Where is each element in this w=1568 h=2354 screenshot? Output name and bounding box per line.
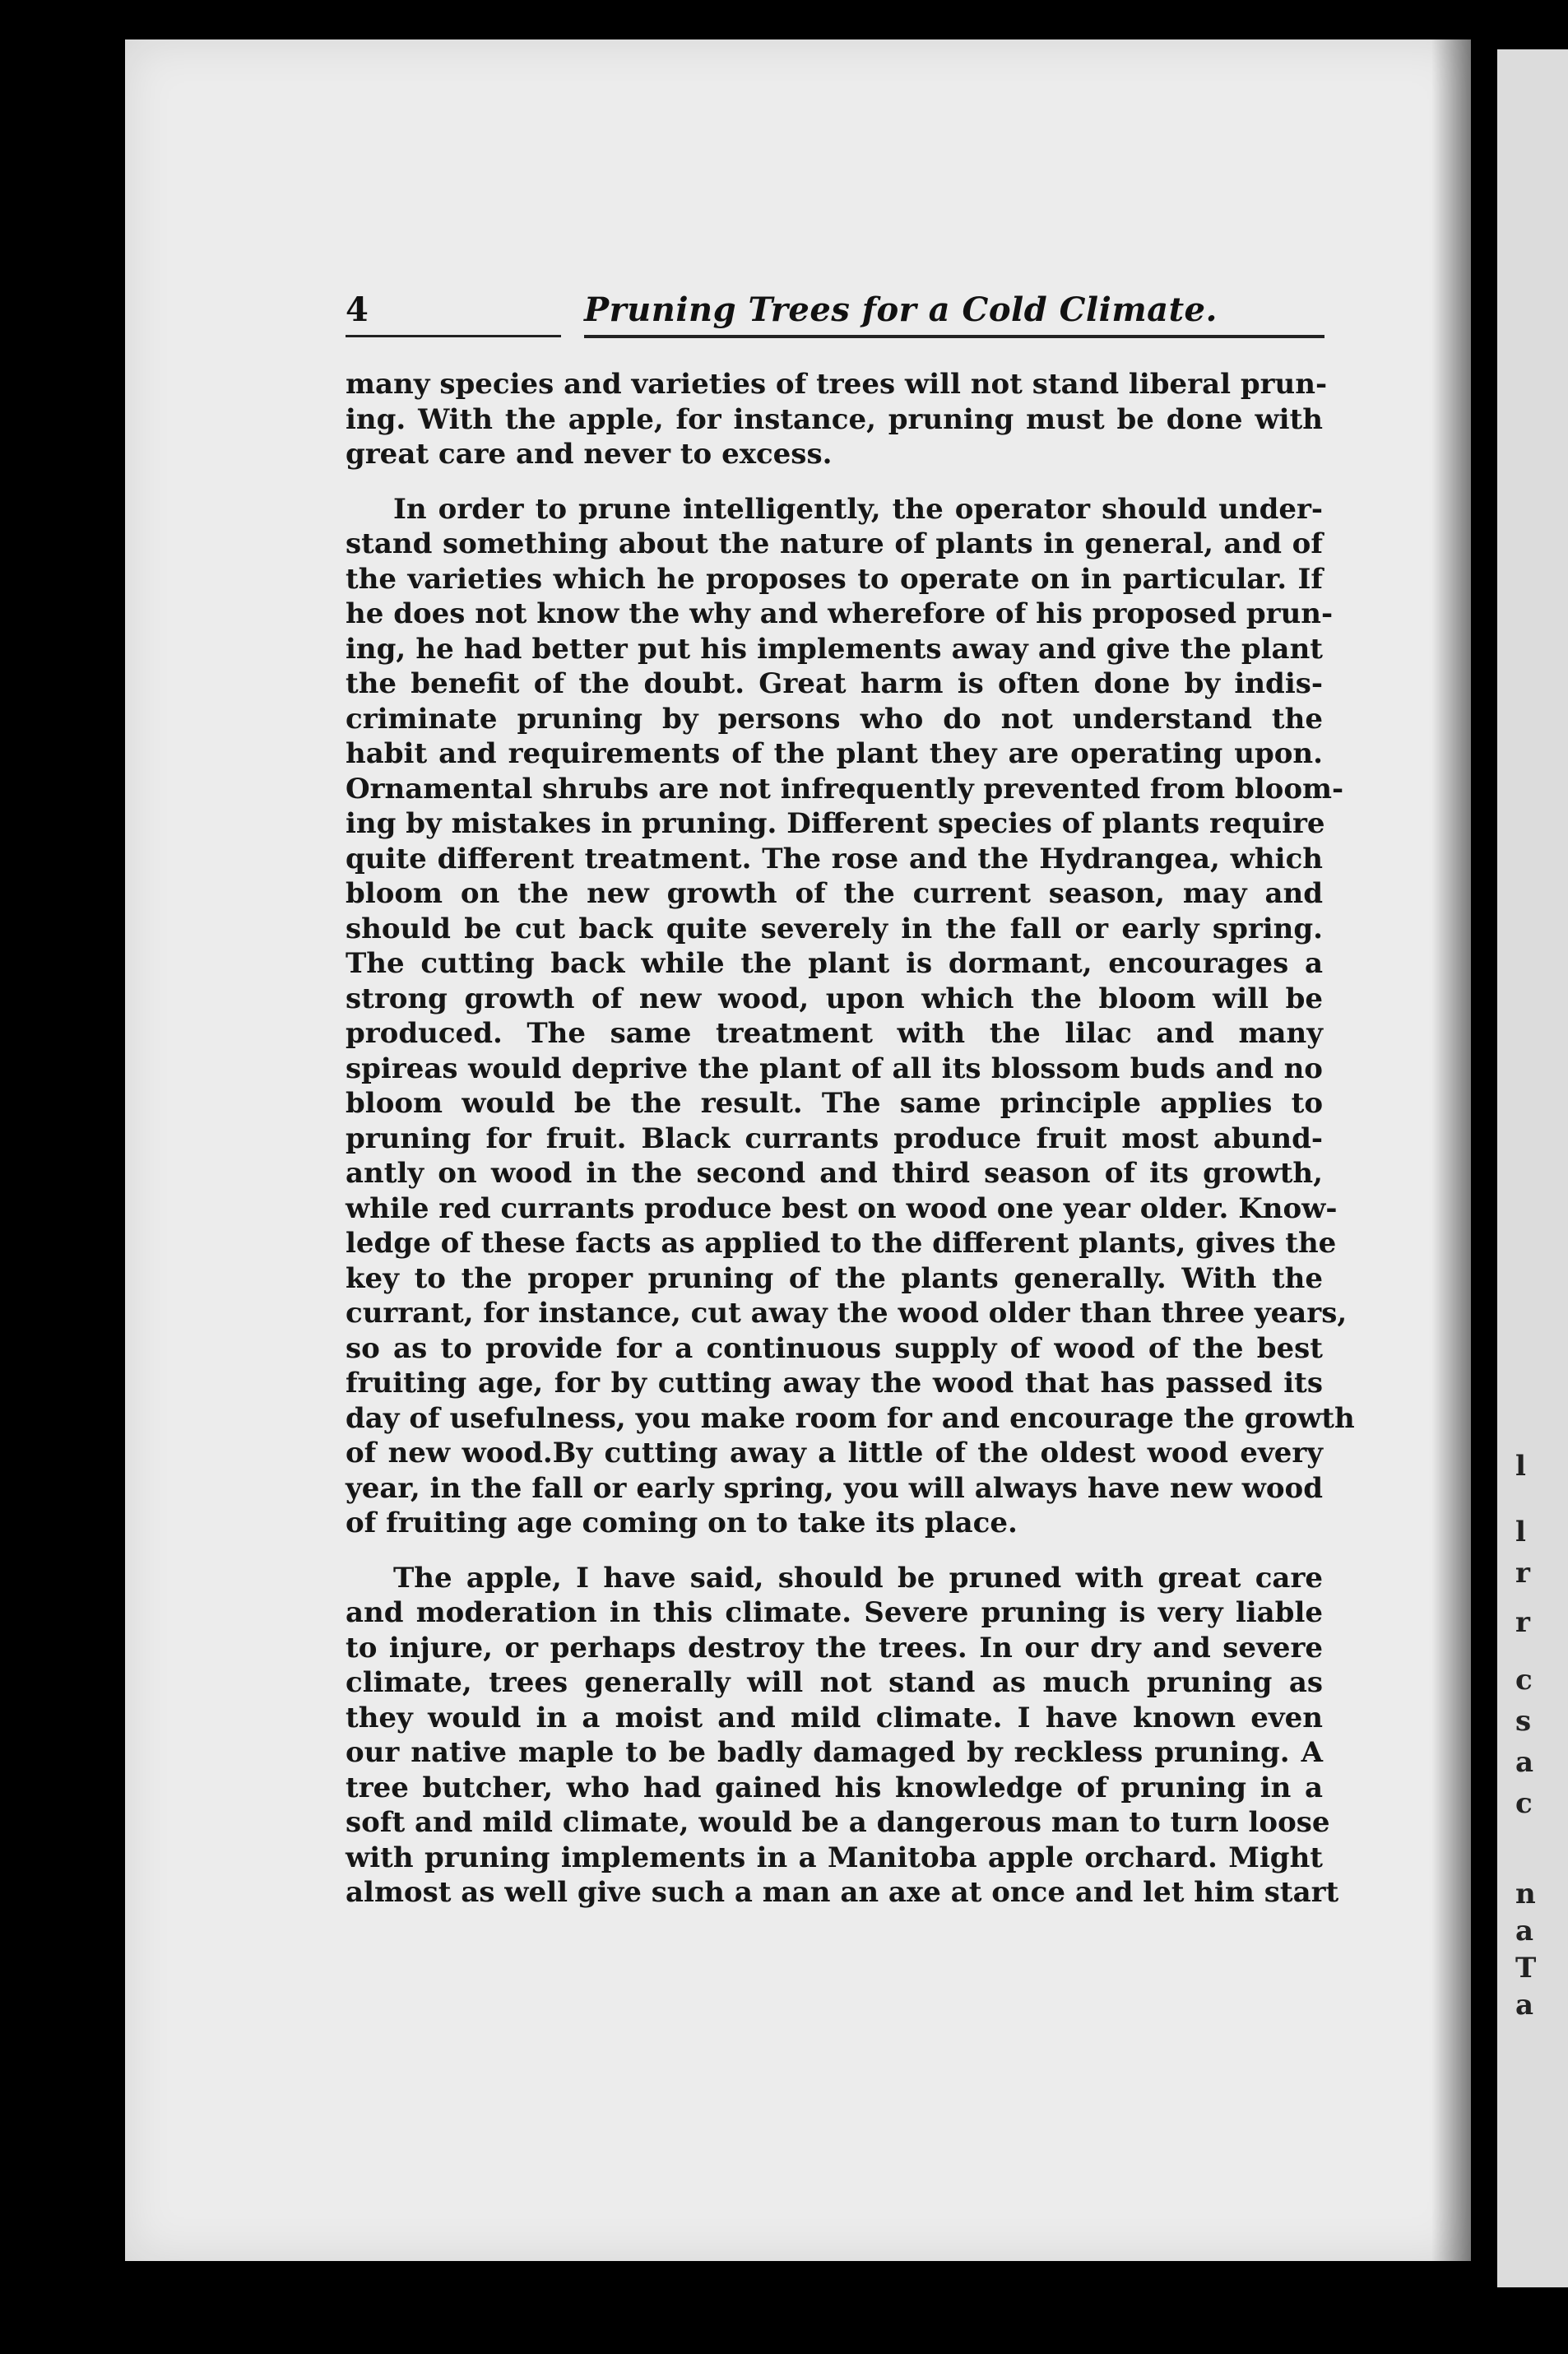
text-line: ledge of these facts as applied to the different plants, gives the <box>346 1227 1337 1260</box>
text-line: quite different treatment. The rose and the Hydrangea, which <box>346 842 1323 875</box>
facing-page-fragment: c <box>1515 1664 1533 1697</box>
gutter-shadow <box>1431 39 1479 2261</box>
text-line: spireas would deprive the plant of all its blossom buds and no <box>346 1052 1323 1085</box>
text-line: antly on wood in the second and third season of its growth, <box>346 1157 1323 1190</box>
text-line: ing by mistakes in pruning. Different species of plants require <box>346 807 1325 840</box>
text-line: many species and varieties of trees will not stand liberal prun- <box>346 368 1328 401</box>
facing-page-fragment: a <box>1515 1989 1534 2022</box>
text-line: with pruning implements in a Manitoba apple orchard. Might <box>346 1841 1323 1874</box>
text-line: should be cut back quite severely in the fall or early spring. <box>346 912 1323 945</box>
text-line: our native maple to be badly damaged by reckless pruning. A <box>346 1736 1323 1769</box>
running-title: Pruning Trees for a Cold Climate. <box>584 290 1218 329</box>
text-line: the benefit of the doubt. Great harm is often done by indis- <box>346 667 1323 700</box>
facing-page-fragment: T <box>1515 1952 1537 1985</box>
text-line: stand something about the nature of plants in general, and of <box>346 527 1323 560</box>
paragraph <box>346 1561 1339 1911</box>
text-line: almost as well give such a man an axe at once and let him start <box>346 1876 1339 1909</box>
facing-page-fragment: a <box>1515 1746 1534 1779</box>
facing-page-fragment: s <box>1515 1705 1532 1738</box>
header-rule-right <box>584 335 1324 338</box>
text-line: while red currants produce best on wood one year older. Know- <box>346 1191 1338 1225</box>
facing-page-fragment: n <box>1515 1878 1536 1911</box>
text-line: ing, he had better put his implements away and give the plant <box>346 632 1323 666</box>
facing-page-edge <box>1497 49 1568 2287</box>
body-text <box>346 367 1355 1911</box>
text-line: Ornamental shrubs are not infrequently prevented from bloom- <box>346 772 1344 806</box>
text-line: produced. The same treatment with the lilac and many <box>346 1017 1323 1050</box>
text-line: and moderation in this climate. Severe pruning is very liable <box>346 1596 1323 1629</box>
text-line: pruning for fruit. Black currants produce fruit most abund- <box>346 1121 1323 1155</box>
text-line: the varieties which he proposes to operate on in particular. If <box>346 562 1323 596</box>
text-line: criminate pruning by persons who do not understand the <box>346 702 1323 736</box>
text-line: habit and requirements of the plant they are operating upon. <box>346 737 1323 770</box>
facing-page-fragment: a <box>1515 1915 1534 1948</box>
text-line: great care and never to excess. <box>346 438 833 471</box>
text-line: In order to prune intelligently, the operator should under- <box>393 492 1323 526</box>
text-line: day of usefulness, you make room for and encourage the growth <box>346 1401 1355 1435</box>
text-line: he does not know the why and wherefore of his proposed prun- <box>346 597 1334 630</box>
text-line: climate, trees generally will not stand as much pruning as <box>346 1666 1323 1699</box>
running-head <box>346 284 1324 350</box>
facing-page-fragment: l <box>1515 1450 1526 1483</box>
text-line: so as to provide for a continuous supply of wood of the best <box>346 1331 1323 1365</box>
text-line: they would in a moist and mild climate. I have known even <box>346 1701 1323 1734</box>
facing-page-fragment: r <box>1515 1606 1530 1639</box>
text-line: fruiting age, for by cutting away the wood that has passed its <box>346 1367 1323 1400</box>
text-line: of fruiting age coming on to take its place. <box>346 1507 1018 1539</box>
page-number: 4 <box>346 290 369 329</box>
text-line: year, in the fall or early spring, you will always have new wood <box>346 1471 1323 1505</box>
text-line: to injure, or perhaps destroy the trees. In our dry and severe <box>346 1631 1323 1665</box>
text-line: of new wood.By cutting away a little of the oldest wood every <box>346 1437 1323 1470</box>
facing-page-fragment: l <box>1515 1516 1526 1548</box>
text-line: The apple, I have said, should be pruned with great care <box>393 1561 1323 1595</box>
header-rule-left <box>346 335 561 337</box>
text-line: tree butcher, who had gained his knowledge of pruning in a <box>346 1771 1323 1804</box>
text-line: The cutting back while the plant is dormant, encourages a <box>346 947 1323 980</box>
facing-page-fragment: c <box>1515 1787 1533 1820</box>
text-line: soft and mild climate, would be a dangerous man to turn loose <box>346 1806 1330 1839</box>
text-line: strong growth of new wood, upon which the bloom will be <box>346 982 1323 1015</box>
text-line: ing. With the apple, for instance, pruning must be done with <box>346 402 1323 436</box>
text-line: currant, for instance, cut away the wood older than three years, <box>346 1297 1348 1330</box>
paragraph-gap <box>346 1541 1323 1561</box>
paragraph-gap <box>346 472 1323 492</box>
facing-page-fragment: r <box>1515 1557 1530 1590</box>
paragraph <box>346 492 1355 1541</box>
text-line: key to the proper pruning of the plants generally. With the <box>346 1261 1323 1295</box>
paragraph <box>346 367 1328 472</box>
text-line: bloom on the new growth of the current season, may and <box>346 877 1323 910</box>
text-line: bloom would be the result. The same principle applies to <box>346 1087 1323 1120</box>
